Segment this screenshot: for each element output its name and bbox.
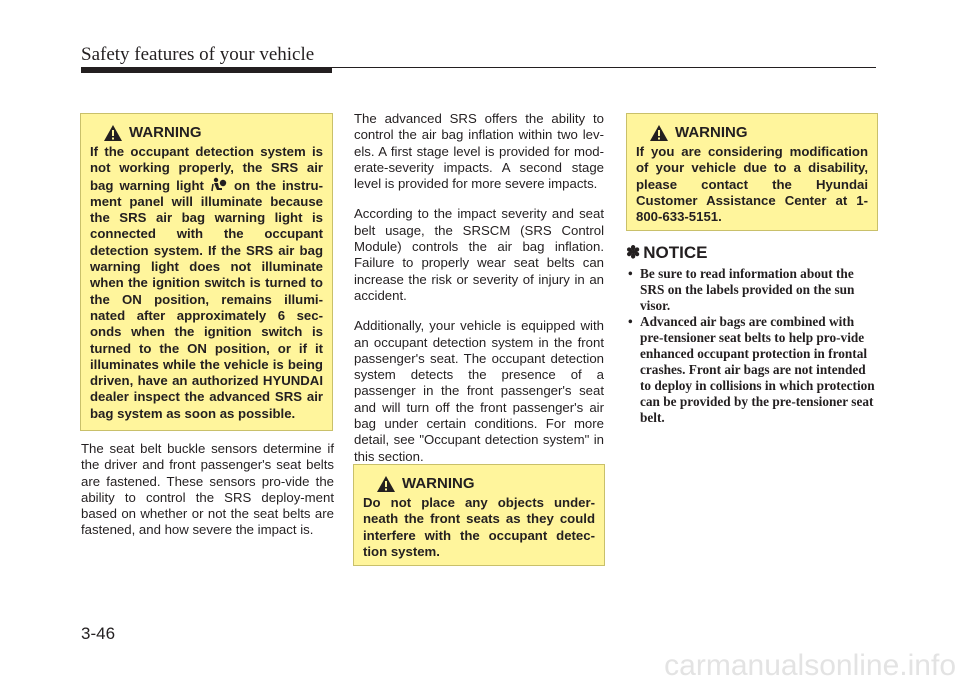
left-body-text	[81, 441, 334, 553]
seat-belt-sensors-paragraph: The seat belt buckle sensors determine if the driver and front passenger's seat belts are fastened. These sensors pro-vide the ability to control the SRS deploy-ment based on whether or not the seat belts are fastened, and how severe the impact is.	[81, 441, 334, 538]
middle-body-text	[354, 111, 604, 479]
warning-text-part-2: on the instru-ment panel will illuminate because the SRS air bag warning light is connected with the occupant detection system. If the SRS air bag warning light does not illuminate when the ignition switch is turned to the ON position, remains illumi-nated after approximately 6 sec-onds when the ignition switch is turned to the ON position, or if it illuminates while the vehicle is being driven, have an authorized HYUNDAI dealer inspect the advanced SRS air bag system as soon as possible.	[90, 177, 323, 421]
warning-box-modification	[626, 113, 878, 231]
bullet-icon: •	[628, 266, 633, 281]
warning-header	[103, 124, 323, 142]
notice-title: NOTICE	[643, 243, 708, 262]
warning-text: Do not place any objects under-neath the front seats as they could interfere with the occupant detec-tion system.	[363, 495, 595, 559]
notice-star-icon: ✽	[626, 243, 641, 262]
body-paragraph: According to the impact severity and seat belt usage, the SRSCM (SRS Control Module) controls the air bag inflation. Failure to properly wear seat belts can increase the risk or severity of injury in an accident.	[354, 206, 604, 303]
warning-triangle-icon	[103, 124, 123, 142]
airbag-warning-light-icon	[210, 177, 228, 193]
notice-item-text: Be sure to read information about the SRS on the labels provided on the sun visor.	[640, 266, 855, 313]
warning-triangle-icon	[376, 475, 396, 493]
warning-title: WARNING	[402, 474, 475, 492]
header-bar	[81, 67, 332, 73]
notice-item	[626, 266, 877, 314]
notice-list	[626, 266, 877, 426]
notice-item	[626, 314, 877, 426]
page-number: 3-46	[81, 624, 116, 643]
warning-text	[90, 144, 323, 422]
notice-heading	[626, 243, 707, 263]
warning-header	[376, 475, 595, 493]
bullet-icon: •	[628, 314, 633, 329]
body-paragraph: The advanced SRS offers the ability to control the air bag inflation within two lev-els. A first stage level is provided for mod-erate-severity impacts. A second stage level is provided for more severe impacts.	[354, 111, 604, 192]
body-paragraph: Additionally, your vehicle is equipped with an occupant detection system in the front passenger's seat. The occupant detection system detects the presence of a passenger in the front passenger's seat and will turn off the front passenger's air bag under certain conditions. For more detail, see "Occupant detection system" in this section.	[354, 318, 604, 464]
page-header-title: Safety features of your vehicle	[81, 44, 315, 65]
warning-title: WARNING	[129, 123, 202, 141]
warning-text: If you are considering modification of your vehicle due to a disability, please contact the Hyundai Customer Assistance Center at 1-800-633-5151.	[636, 144, 868, 225]
notice-item-text: Advanced air bags are combined with pre-tensioner seat belts to help pro-vide enhanced occupant protection in frontal crashes. Front air bags are not intended to deploy in collisions in which protection can be provided by the pre-tensioner seat belt.	[640, 314, 875, 425]
warning-title: WARNING	[675, 123, 748, 141]
warning-text-part-1: If the occupant detection system is not working properly, the SRS air bag warning light	[90, 144, 323, 193]
warning-box-occupant-detection	[80, 113, 333, 431]
warning-box-seat-objects	[353, 464, 605, 566]
watermark: carmanualsonline.info	[664, 649, 956, 682]
warning-triangle-icon	[649, 124, 669, 142]
warning-header	[649, 124, 868, 142]
